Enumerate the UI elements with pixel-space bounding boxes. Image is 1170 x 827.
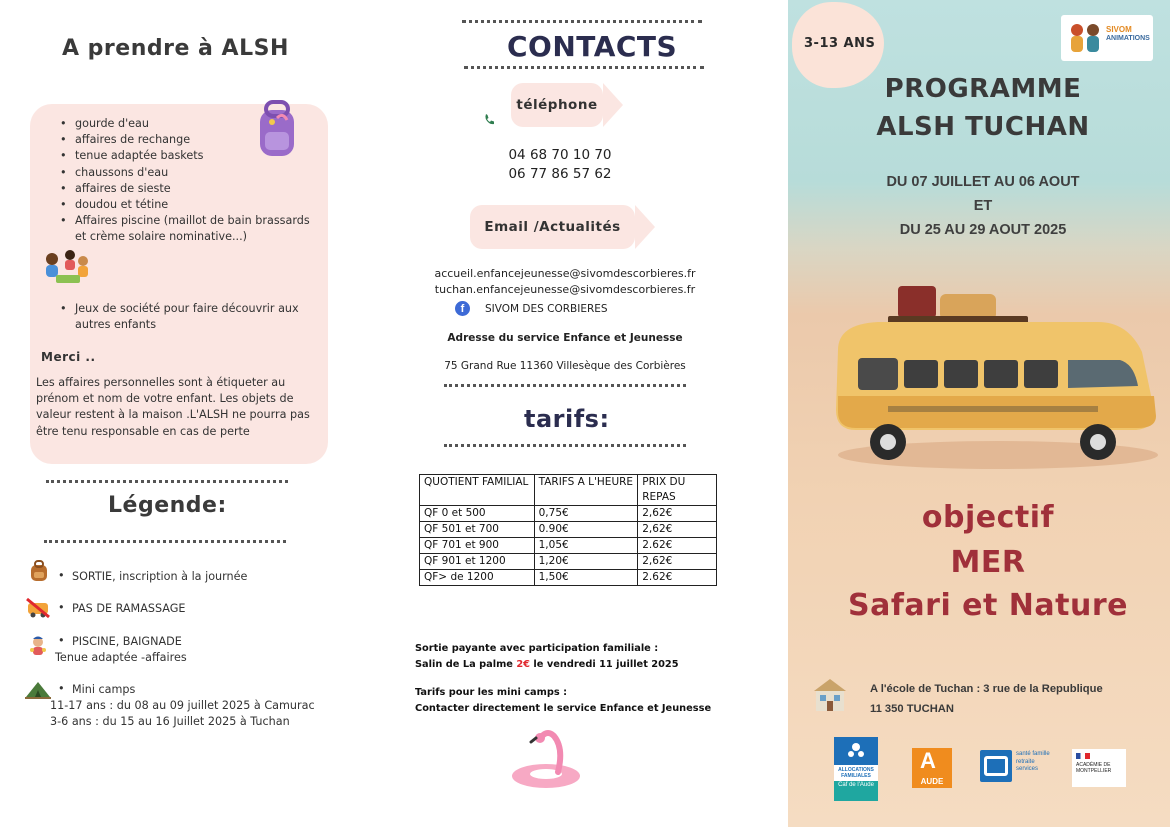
table-row <box>420 506 717 522</box>
list-item: • tenue adaptée baskets <box>60 148 320 164</box>
tarifs-title: tarifs: <box>524 405 610 433</box>
phone-number[interactable]: 04 68 70 10 70 <box>508 147 612 163</box>
legend-piscine: PISCINE, BAIGNADE <box>72 635 182 648</box>
no-bus-icon <box>25 597 51 619</box>
table-cell: 1,50€ <box>534 570 638 586</box>
table-header: PRIX DU REPAS <box>638 475 717 506</box>
legend-title: Légende: <box>108 493 227 518</box>
phone-numbers <box>480 146 640 184</box>
list-item: • chaussons d'eau <box>60 165 320 181</box>
table-cell: QF> de 1200 <box>420 570 535 586</box>
address-title: Adresse du service Enfance et Jeunesse <box>447 332 683 344</box>
legend-sortie: SORTIE, inscription à la journée <box>72 570 248 583</box>
list-item: • affaires de sieste <box>60 181 320 197</box>
divider <box>46 480 288 483</box>
list-item: • Jeux de société pour faire découvrir aux autres enfants <box>60 301 300 333</box>
mini-camp-title: Tarifs pour les mini camps : <box>415 687 568 698</box>
sivom-logo <box>1061 15 1153 61</box>
table-cell: QF 901 et 1200 <box>420 554 535 570</box>
aude-logo: A AUDE <box>912 748 952 788</box>
table-row <box>420 522 717 538</box>
age-label: 3-13 ANS <box>804 36 876 51</box>
address: 75 Grand Rue 11360 Villesèque des Corbières <box>444 360 686 372</box>
email-list <box>410 266 720 298</box>
table-header-row <box>420 475 717 506</box>
paid-outing-text: Salin de La palme 2€ le vendredi 11 juillet 2025 <box>415 658 679 670</box>
table-cell: 2,62€ <box>638 506 717 522</box>
legend-ramassage: PAS DE RAMASSAGE <box>72 602 186 615</box>
table-cell: 2,62€ <box>638 554 717 570</box>
objective-line-3: Safari et Nature <box>848 588 1128 623</box>
flamingo-float-icon <box>510 726 582 792</box>
tarifs-table <box>419 474 717 586</box>
email-link[interactable]: accueil.enfancejeunesse@sivomdescorbieres.fr <box>434 267 696 280</box>
legend-mini-camps-detail: 11-17 ans : du 08 au 09 juillet 2025 à Camurac <box>50 699 315 712</box>
legend-mini-camps: Mini camps <box>72 683 136 696</box>
list-item: • doudou et tétine <box>60 197 320 213</box>
table-cell: QF 501 et 700 <box>420 522 535 538</box>
school-icon <box>810 675 850 713</box>
legend-piscine-detail: Tenue adaptée -affaires <box>55 651 187 664</box>
program-dates: DU 07 JUILLET AU 06 AOUT ET DU 25 AU 29 AOUT 2025 <box>886 174 1080 238</box>
table-cell: 2.62€ <box>638 570 717 586</box>
facebook-label[interactable]: SIVOM DES CORBIERES <box>485 303 608 315</box>
mini-camp-info <box>415 685 711 716</box>
merci-label: Merci .. <box>41 350 96 364</box>
table-row <box>420 538 717 554</box>
logo-title: SIVOM <box>1106 25 1132 34</box>
paid-outing-price: 2€ <box>516 658 530 670</box>
table-cell: QF 0 et 500 <box>420 506 535 522</box>
list-item: • Affaires piscine (maillot de bain brassards et crème solaire nominative...) <box>60 213 320 245</box>
divider <box>444 384 686 387</box>
tent-icon <box>24 678 52 700</box>
academie-logo: ACADÉMIE DE MONTPELLIER <box>1072 749 1126 787</box>
belongings-note: Les affaires personnelles sont à étiqueter au prénom et nom de votre enfant. Les objets de valeur restent à la maison .L'ALSH ne pourra pas être tenu responsable en cas de perte <box>36 376 310 438</box>
backpack-icon <box>28 560 50 582</box>
phone-label: téléphone <box>511 83 603 127</box>
phone-number[interactable]: 06 77 86 57 62 <box>508 166 612 182</box>
paid-outing-info <box>415 641 679 672</box>
table-cell: 0,75€ <box>534 506 638 522</box>
logo-subtitle: ANIMATIONS <box>1106 35 1150 42</box>
cover-panel <box>788 0 1170 827</box>
caf-emblem-icon <box>847 741 865 761</box>
games-list <box>60 301 300 333</box>
objective-line-2: MER <box>950 545 1026 580</box>
mini-camp-text: Contacter directement le service Enfance et Jeunesse <box>415 702 712 714</box>
divider <box>444 444 686 447</box>
program-title: PROGRAMME ALSH TUCHAN <box>876 74 1090 142</box>
email-label: Email /Actualités <box>470 205 635 249</box>
legend-mini-camps-detail: 3-6 ans : du 15 au 16 Juillet 2025 à Tuchan <box>50 715 290 728</box>
paid-outing-title: Sortie payante avec participation familiale : <box>415 643 659 654</box>
objective-line-1: objectif <box>921 500 1055 535</box>
divider <box>44 540 286 543</box>
caf-logo: ALLOCATIONS FAMILIALES Caf de l'Aude <box>834 737 878 801</box>
table-cell: 0.90€ <box>534 522 638 538</box>
kids-logo-icon <box>1067 21 1103 55</box>
packing-list <box>60 116 320 246</box>
table-cell: QF 701 et 900 <box>420 538 535 554</box>
facebook-icon[interactable]: f <box>455 301 470 316</box>
packing-list-title: A prendre à ALSH <box>62 36 289 61</box>
table-row <box>420 554 717 570</box>
email-link[interactable]: tuchan.enfancejeunesse@sivomdescorbieres.fr <box>434 283 696 296</box>
table-header: QUOTIENT FAMILIAL <box>420 475 535 506</box>
msa-logo: santé famille retraite services <box>980 750 1052 784</box>
divider <box>464 66 704 69</box>
left-panel: A prendre à ALSH • gourde d'eau • affaires de rechange • tenue adaptée baskets • chaussons d'eau • affaires de sieste • doudou et tétine • Affaires piscine (maillot de bain brassards et crème solaire nominative...) • Jeux de société pour faire découvrir aux autres enfants Merci .. Les affaires personnelles sont à étiqueter au prénom et nom de votre enfant. Les objets de valeur restent à la maison .L'ALSH ne pourra pas être tenu responsable en cas de perte Légende: • SORTIE, inscription à la journée • PAS DE RAMASSAGE • PISCINE, BAIGNADE Tenue adaptée -affaires • Mini camps 11-17 ans : du 08 au 09 juillet 2025 à Camurac 3-6 ans : du 15 au 16 Juillet 2025 à Tuchan <box>0 0 390 827</box>
table-cell: 1,20€ <box>534 554 638 570</box>
table-cell: 2,62€ <box>638 522 717 538</box>
phone-icon <box>484 113 496 125</box>
table-row <box>420 570 717 586</box>
kids-playing-icon <box>40 249 92 285</box>
table-cell: 1,05€ <box>534 538 638 554</box>
school-address: A l'école de Tuchan : 3 rue de la Republique 11 350 TUCHAN <box>870 683 1103 715</box>
toy-bus-image <box>828 280 1168 470</box>
swimmer-icon <box>27 636 49 658</box>
table-header: TARIFS A L'HEURE <box>534 475 638 506</box>
contacts-title: CONTACTS <box>507 30 678 63</box>
list-item: • affaires de rechange <box>60 132 320 148</box>
list-item: • gourde d'eau <box>60 116 320 132</box>
table-cell: 2.62€ <box>638 538 717 554</box>
divider <box>462 20 702 23</box>
